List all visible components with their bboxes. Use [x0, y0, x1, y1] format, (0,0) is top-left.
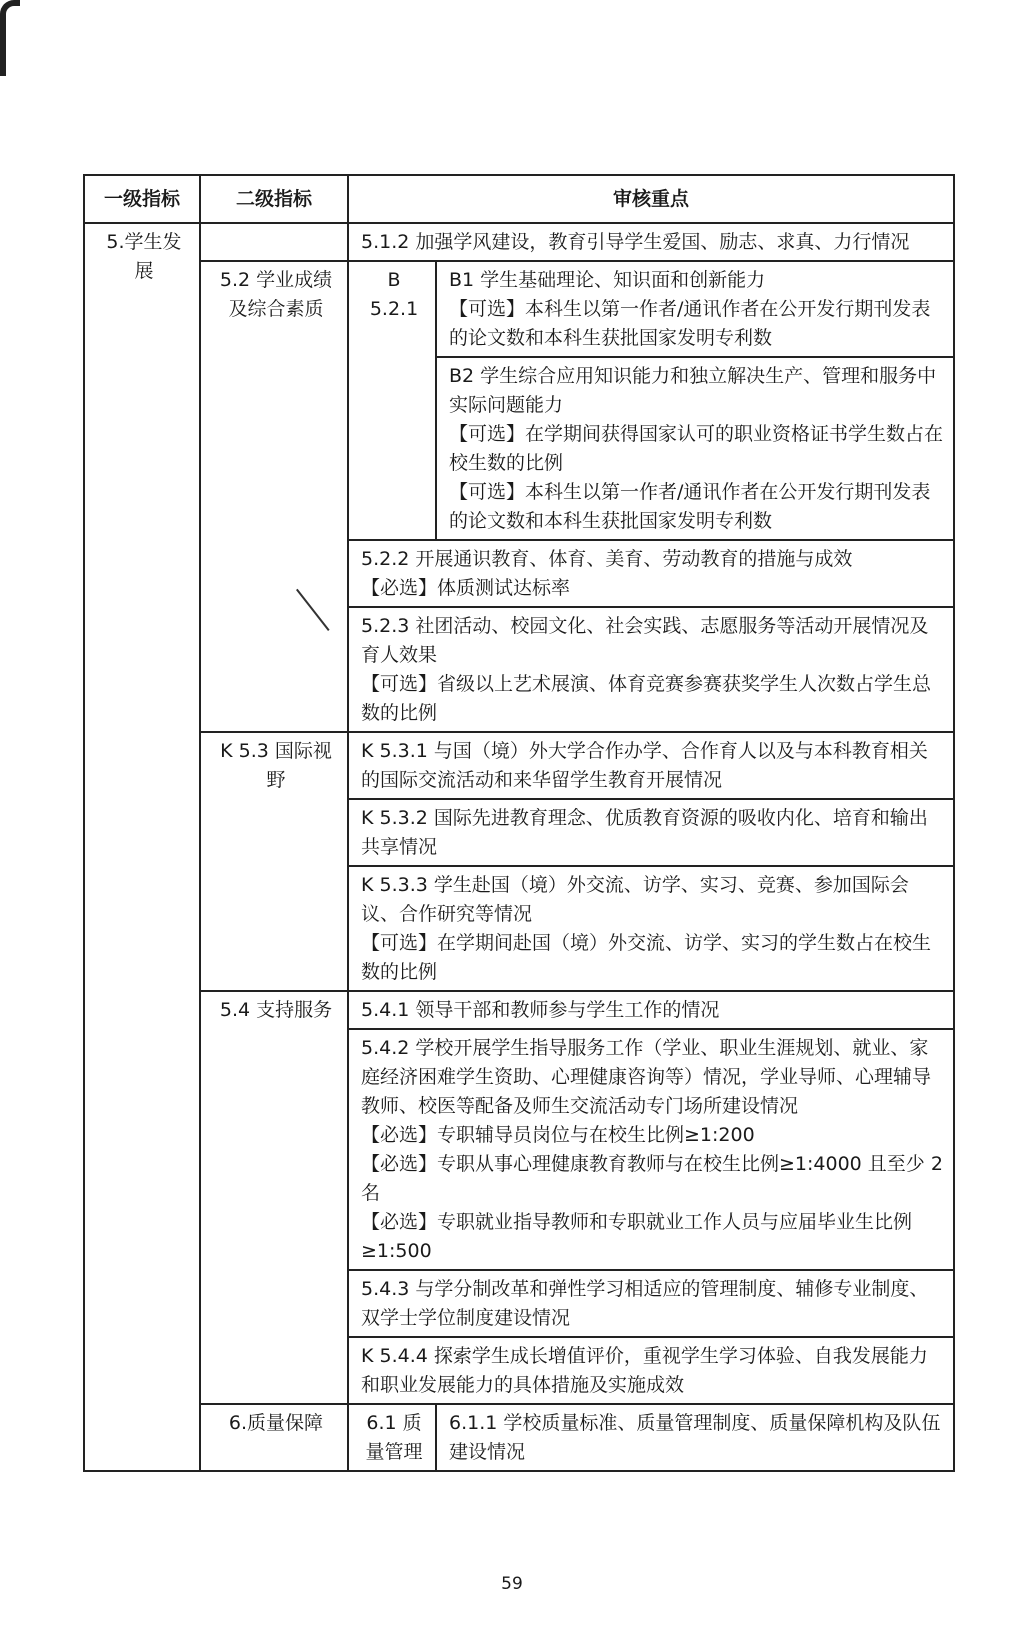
- level1-quality-assurance: 6.质量保障: [200, 1404, 348, 1471]
- row-5-1-2: 5.1.2 加强学风建设，教育引导学生爱国、励志、求真、力行情况: [348, 223, 954, 261]
- r523-title: 5.2.3 社团活动、校园文化、社会实践、志愿服务等活动开展情况及育人效果: [361, 615, 929, 666]
- header-level1: 一级指标: [84, 175, 200, 223]
- row-5-4-3: 5.4.3 与学分制改革和弹性学习相适应的管理制度、辅修专业制度、双学士学位制度建设情况: [348, 1270, 954, 1337]
- r523-optional: 【可选】省级以上艺术展演、体育竞赛参赛获奖学生人次数占学生总数的比例: [361, 673, 932, 724]
- r542-title: 5.4.2 学校开展学生指导服务工作（学业、职业生涯规划、就业、家庭经济困难学生资助、心理健康咨询等）情况，学业导师、心理辅导教师、校医等配备及师生交流活动专门场所建设情况: [361, 1037, 932, 1117]
- row-5-4-1: 5.4.1 领导干部和教师参与学生工作的情况: [348, 991, 954, 1029]
- level2-empty-cell: [200, 223, 348, 261]
- r522-required: 【必选】体质测试达标率: [361, 577, 571, 599]
- b-5-2-1-label: B 5.2.1: [348, 261, 436, 540]
- r542-required-2: 【必选】专职从事心理健康教育教师与在校生比例≥1:4000 且至少 2 名: [361, 1153, 943, 1204]
- level2-5-4: 5.4 支持服务: [200, 991, 348, 1404]
- row-k-5-3-3: [348, 866, 954, 991]
- r542-required-3: 【必选】专职就业指导教师和专职就业工作人员与应届毕业生比例≥1:500: [361, 1211, 913, 1262]
- row-k-5-3-2: K 5.3.2 国际先进教育理念、优质教育资源的吸收内化、培育和输出共享情况: [348, 799, 954, 866]
- b2-optional-2: 【可选】本科生以第一作者/通讯作者在公开发行期刊发表的论文数和本科生获批国家发明专利数: [449, 481, 931, 532]
- header-focus: 审核重点: [348, 175, 954, 223]
- table-row: [84, 223, 954, 261]
- row-5-4-2: [348, 1029, 954, 1270]
- level2-k-5-3: K 5.3 国际视野: [200, 732, 348, 991]
- table-row: [84, 261, 954, 357]
- level1-student-development: 5.学生发展: [84, 223, 200, 1471]
- scan-corner-mark: [0, 0, 20, 76]
- row-k-5-4-4: K 5.4.4 探索学生成长增值评价，重视学生学习体验、自我发展能力和职业发展能力的具体措施及实施成效: [348, 1337, 954, 1404]
- b1-optional: 【可选】本科生以第一作者/通讯作者在公开发行期刊发表的论文数和本科生获批国家发明专利数: [449, 298, 931, 349]
- row-b2: [436, 357, 954, 540]
- k533-title: K 5.3.3 学生赴国（境）外交流、访学、实习、竞赛、参加国际会议、合作研究等情况: [361, 874, 909, 925]
- review-criteria-table: [83, 174, 955, 1472]
- table-header-row: [84, 175, 954, 223]
- header-level2: 二级指标: [200, 175, 348, 223]
- r522-title: 5.2.2 开展通识教育、体育、美育、劳动教育的措施与成效: [361, 548, 853, 570]
- row-5-2-3: [348, 607, 954, 732]
- page-number: 59: [501, 1574, 523, 1594]
- table-row: [84, 732, 954, 799]
- b1-title: B1 学生基础理论、知识面和创新能力: [449, 269, 766, 291]
- b2-optional-1: 【可选】在学期间获得国家认可的职业资格证书学生数占在校生数的比例: [449, 423, 944, 474]
- table-row: [84, 1404, 954, 1471]
- b2-title: B2 学生综合应用知识能力和独立解决生产、管理和服务中实际问题能力: [449, 365, 937, 416]
- r542-required-1: 【必选】专职辅导员岗位与在校生比例≥1:200: [361, 1124, 755, 1146]
- row-5-2-2: [348, 540, 954, 607]
- table-row: [84, 991, 954, 1029]
- row-b1: [436, 261, 954, 357]
- k533-optional: 【可选】在学期间赴国（境）外交流、访学、实习的学生数占在校生数的比例: [361, 932, 932, 983]
- level2-5-2: 5.2 学业成绩及综合素质: [200, 261, 348, 732]
- row-k-5-3-1: K 5.3.1 与国（境）外大学合作办学、合作育人以及与本科教育相关的国际交流活动和来华留学生教育开展情况: [348, 732, 954, 799]
- row-6-1-1: 6.1.1 学校质量标准、质量管理制度、质量保障机构及队伍建设情况: [436, 1404, 954, 1471]
- level2-6-1: 6.1 质量管理: [348, 1404, 436, 1471]
